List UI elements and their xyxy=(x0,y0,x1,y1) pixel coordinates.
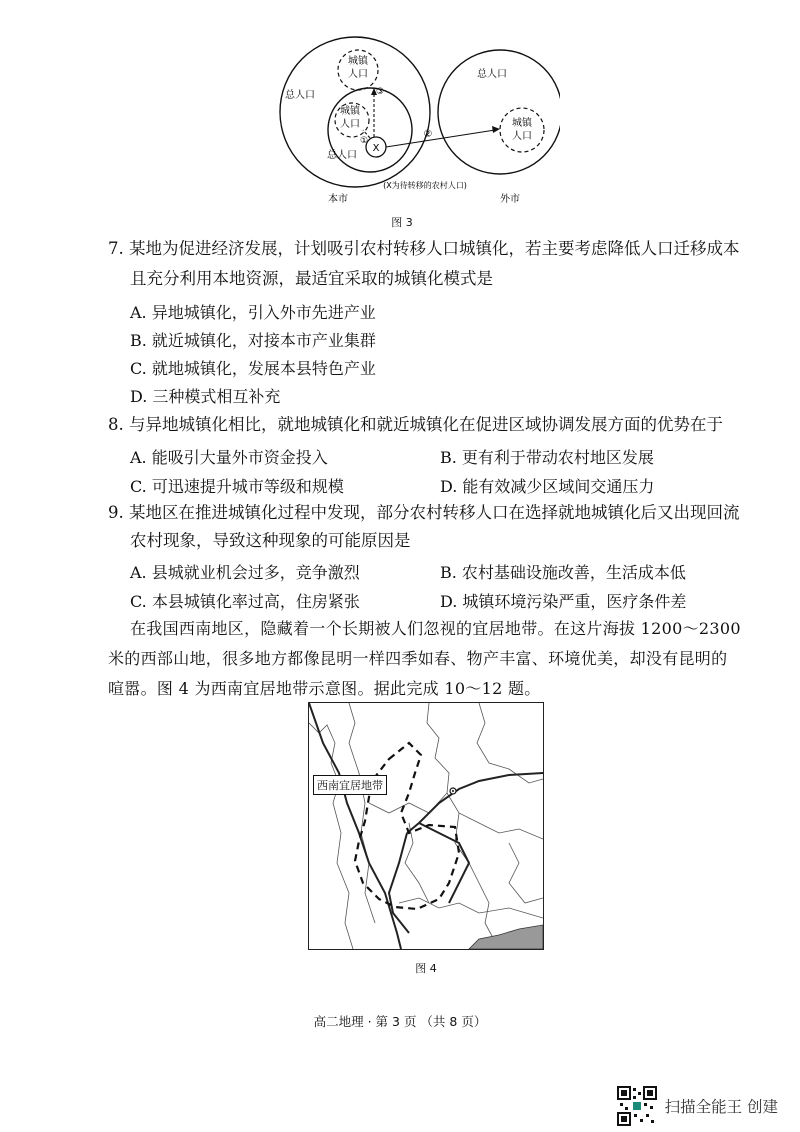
question-9-option-c: C. 本县城镇化率过高，住房紧张 xyxy=(130,592,360,611)
question-9-line-2: 农村现象，导致这种现象的可能原因是 xyxy=(130,531,411,550)
town-pop-inner-label-2: 人口 xyxy=(340,119,360,130)
livable-belt-label: 西南宜居地带 xyxy=(313,775,387,795)
question-8-option-a: A. 能吸引大量外市资金投入 xyxy=(130,448,328,467)
total-pop-left-label: 总人口 xyxy=(285,90,315,101)
other-town-circle xyxy=(500,108,544,152)
page-footer: 高二地理 · 第 3 页 （共 8 页） xyxy=(313,1014,487,1029)
other-city-label: 外市 xyxy=(500,194,520,205)
question-9-option-a: A. 县城就业机会过多，竞争激烈 xyxy=(130,563,360,582)
town-pop-right-label-2: 人口 xyxy=(512,131,532,142)
passage-line-1: 在我国西南地区，隐藏着一个长期被人们忽视的宜居地带。在这片海拔 1200～2300 xyxy=(130,619,741,638)
arrow-2-label: ② xyxy=(423,129,433,140)
question-8-option-b: B. 更有利于带动农村地区发展 xyxy=(440,448,654,467)
question-9-option-d: D. 城镇环境污染严重，医疗条件差 xyxy=(440,592,687,611)
question-8-option-d: D. 能有效减少区域间交通压力 xyxy=(440,477,655,496)
question-9-line-1: 9. 某地区在推进城镇化过程中发现，部分农村转移人口在选择就地城镇化后又出现回流 xyxy=(108,503,740,522)
arrow-1-label: ① xyxy=(359,136,369,146)
figure-3-note: (X为待转移的农村人口) xyxy=(383,181,467,190)
town-pop-right-label-1: 城镇 xyxy=(512,118,532,129)
question-7-option-c: C. 就地城镇化，发展本县特色产业 xyxy=(130,359,376,378)
arrow-3-label: ③ xyxy=(375,87,385,97)
question-8-option-c: C. 可迅速提升城市等级和规模 xyxy=(130,477,344,496)
question-7-line-1: 7. 某地为促进经济发展，计划吸引农村转移人口城镇化，若主要考虑降低人口迁移成本 xyxy=(108,239,740,258)
local-city-label: 本市 xyxy=(328,194,348,205)
total-pop-inner-label: 总人口 xyxy=(327,150,357,161)
figure-4-map xyxy=(308,702,544,950)
town-pop-inner-label-1: 城镇 xyxy=(340,106,360,117)
question-7-line-2: 且充分利用本地资源，最适宜采取的城镇化模式是 xyxy=(130,269,493,288)
figure-4-caption: 图 4 xyxy=(415,962,437,975)
scanner-watermark-text: 扫描全能王 创建 xyxy=(664,1098,778,1116)
passage-line-3: 喧嚣。图 4 为西南宜居地带示意图。据此完成 10～12 题。 xyxy=(108,679,541,698)
southwest-map xyxy=(309,703,543,949)
question-7-option-b: B. 就近城镇化，对接本市产业集群 xyxy=(130,331,376,350)
total-pop-right-label: 总人口 xyxy=(477,69,507,80)
town-pop-top-label-2: 人口 xyxy=(348,69,368,80)
figure-3 xyxy=(270,30,560,210)
figure-3-caption: 图 3 xyxy=(391,216,413,229)
x-node-label: X xyxy=(372,143,380,154)
question-8-line-1: 8. 与异地城镇化相比，就地城镇化和就近城镇化在促进区域协调发展方面的优势在于 xyxy=(108,415,723,434)
population-transfer-diagram xyxy=(270,30,560,210)
question-7-option-d: D. 三种模式相互补充 xyxy=(130,387,281,406)
scanner-watermark xyxy=(617,1086,778,1126)
passage-line-2: 米的西部山地，很多地方都像昆明一样四季如春、物产丰富、环境优美，却没有昆明的 xyxy=(108,649,728,668)
question-7-option-a: A. 异地城镇化，引入外市先进产业 xyxy=(130,303,376,322)
town-pop-top-label-1: 城镇 xyxy=(348,56,368,67)
question-9-option-b: B. 农村基础设施改善，生活成本低 xyxy=(440,563,686,582)
livable-belt-boundary xyxy=(355,743,459,909)
qr-code-icon xyxy=(617,1086,657,1126)
